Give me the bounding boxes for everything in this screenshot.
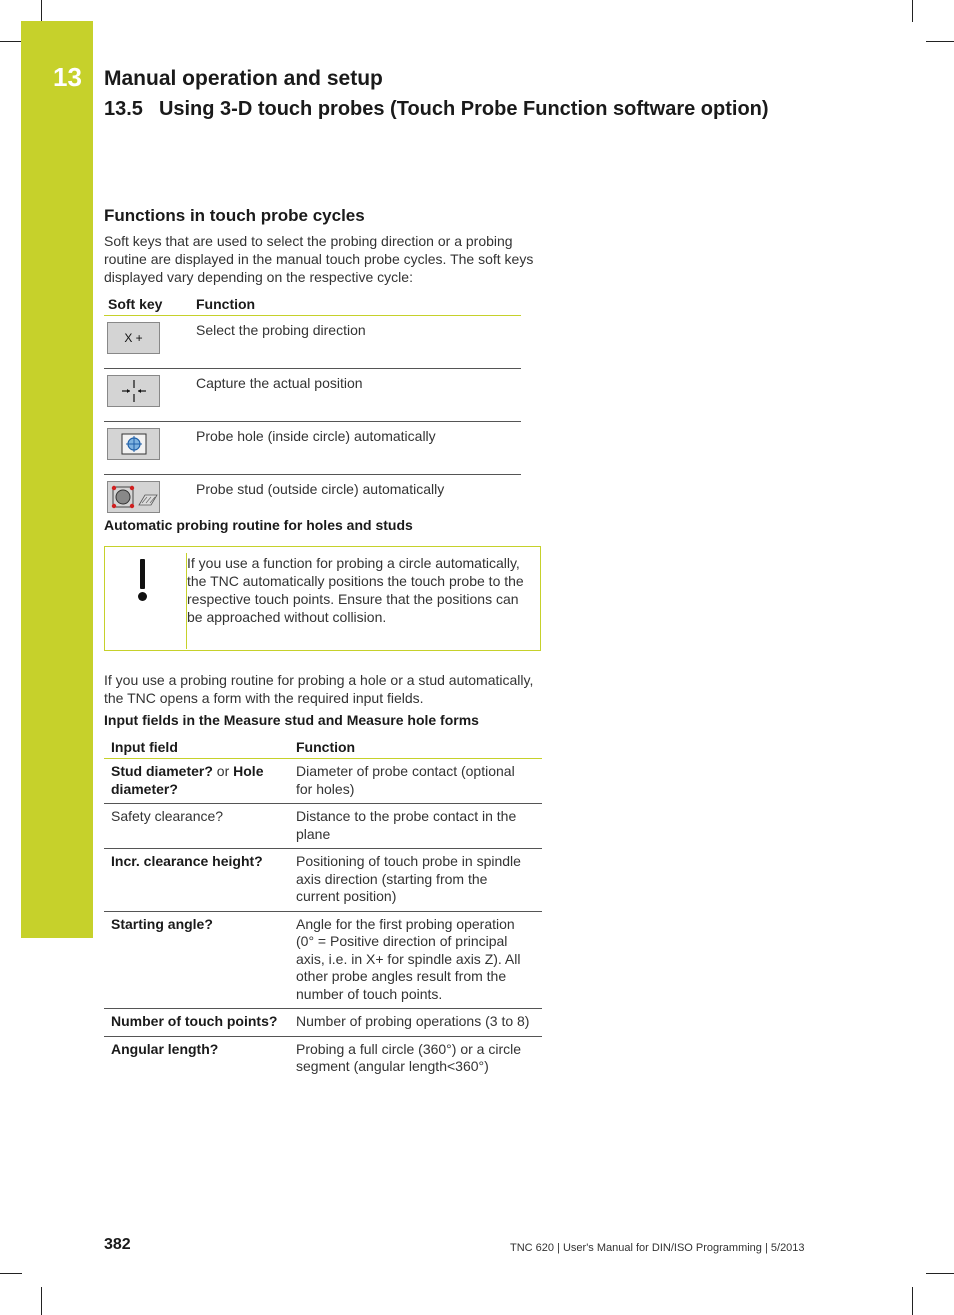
crop-mark [926,41,954,42]
table-row [104,369,521,422]
auto-routine-paragraph: If you use a probing routine for probing a hole or a stud automatically, the TNC opens a form with the required input fields. [104,672,534,706]
input-cell [104,759,289,804]
crop-mark [926,1273,954,1274]
function-column-header: Function [192,292,521,316]
functions-heading: Functions in touch probe cycles [104,206,365,225]
input-cell: Safety clearance? [104,804,289,849]
capture-position-icon [107,375,160,407]
crop-mark [0,1273,22,1274]
functions-intro: Soft keys that are used to select the probing direction or a probing routine are displayed in the manual touch probe cycles. The soft keys displayed vary depending on the respective cycle: [104,233,534,285]
crop-mark [41,0,42,22]
function-cell: Number of probing operations (3 to 8) [289,1009,542,1037]
input-name: Hole diameter? [111,763,264,797]
softkey-column-header: Soft key [104,292,192,316]
input-cell: Number of touch points? [104,1009,289,1037]
function-cell: Capture the actual position [192,369,521,422]
probe-stud-icon [107,481,160,513]
input-field-column-header: Input field [104,736,289,759]
section-number: 13.5 [104,98,143,120]
table-row [104,804,542,849]
table-row [104,316,521,369]
warning-note [104,546,541,651]
section-title [104,98,769,121]
table-row [104,759,542,804]
auto-routine-heading: Automatic probing routine for holes and studs [104,517,413,533]
input-name: Stud diameter? [111,763,213,779]
x-plus-softkey-icon [107,322,160,354]
footer-text: TNC 620 | User's Manual for DIN/ISO Programming | 5/2013 [510,1242,805,1254]
input-table-header [104,736,542,759]
probe-hole-icon [107,428,160,460]
crop-mark [41,1287,42,1315]
crop-mark [912,0,913,22]
function-cell: Angle for the first probing operation (0° = Positive direction of principal axis, i.e. in X+ for spindle axis Z). All other probe angles result from the number of touch points. [289,911,542,1009]
function-cell: Positioning of touch probe in spindle axis direction (starting from the current position) [289,849,542,912]
exclamation-icon [138,559,148,601]
function-cell: Probing a full circle (360°) or a circle segment (angular length<360°) [296,1040,522,1074]
input-fields-heading: Input fields in the Measure stud and Measure hole forms [104,712,479,728]
chapter-tab-bar [21,21,93,938]
function-cell: Diameter of probe contact (optional for holes) [289,759,542,804]
section-title-text: Using 3-D touch probes (Touch Probe Function software option) [158,98,769,120]
input-fields-table [104,736,542,1081]
table-row [104,1036,542,1081]
input-cell: Starting angle? [104,911,289,1009]
crop-mark [0,41,22,42]
chapter-number: 13 [53,62,82,92]
function-cell: Select the probing direction [192,316,521,369]
table-row [104,849,542,912]
function-cell: Probe stud (outside circle) automatically [196,481,445,497]
table-row [104,1009,542,1037]
table-row [104,911,542,1009]
input-conjunction: or [212,763,234,779]
softkey-table [104,292,521,527]
input-cell: Incr. clearance height? [104,849,289,912]
function-column-header: Function [289,736,542,759]
input-cell: Angular length? [111,1040,219,1057]
function-cell: Probe hole (inside circle) automatically [192,422,521,475]
softkey-table-header [104,292,521,316]
page-number: 382 [104,1236,131,1253]
note-text: If you use a function for probing a circle automatically, the TNC automatically positions the touch probe to the respective touch points. Ensure that the positions can be approached without collision. [187,555,524,625]
table-row [104,422,521,475]
softkey-label: X + [124,331,143,345]
chapter-title: Manual operation and setup [104,67,383,90]
function-cell: Distance to the probe contact in the plane [289,804,542,849]
crop-mark [912,1287,913,1315]
